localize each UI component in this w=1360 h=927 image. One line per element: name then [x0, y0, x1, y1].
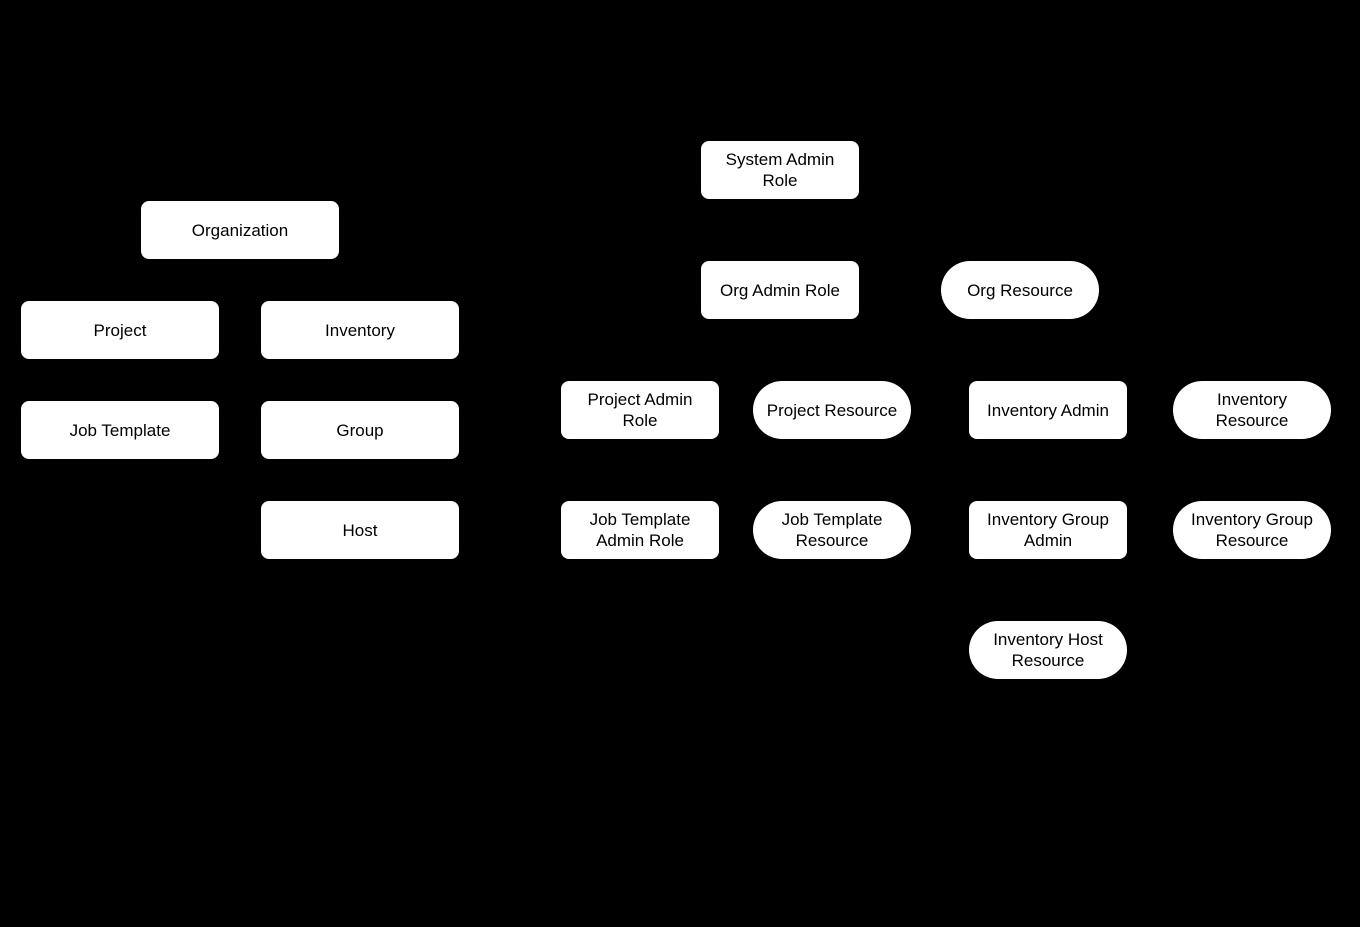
node-system-admin-role: System Admin Role	[701, 141, 859, 199]
node-job-template-admin-role: Job Template Admin Role	[561, 501, 719, 559]
node-inventory: Inventory	[261, 301, 459, 359]
node-job-template-resource: Job Template Resource	[753, 501, 911, 559]
node-inventory-resource: Inventory Resource	[1173, 381, 1331, 439]
node-organization: Organization	[141, 201, 339, 259]
node-org-admin-role: Org Admin Role	[701, 261, 859, 319]
node-host: Host	[261, 501, 459, 559]
node-inventory-host-resource: Inventory Host Resource	[969, 621, 1127, 679]
node-project: Project	[21, 301, 219, 359]
node-inventory-group-admin: Inventory Group Admin	[969, 501, 1127, 559]
node-org-resource: Org Resource	[941, 261, 1099, 319]
node-project-resource: Project Resource	[753, 381, 911, 439]
node-group: Group	[261, 401, 459, 459]
node-inventory-admin: Inventory Admin	[969, 381, 1127, 439]
node-inventory-group-resource: Inventory Group Resource	[1173, 501, 1331, 559]
node-project-admin-role: Project Admin Role	[561, 381, 719, 439]
node-job-template: Job Template	[21, 401, 219, 459]
